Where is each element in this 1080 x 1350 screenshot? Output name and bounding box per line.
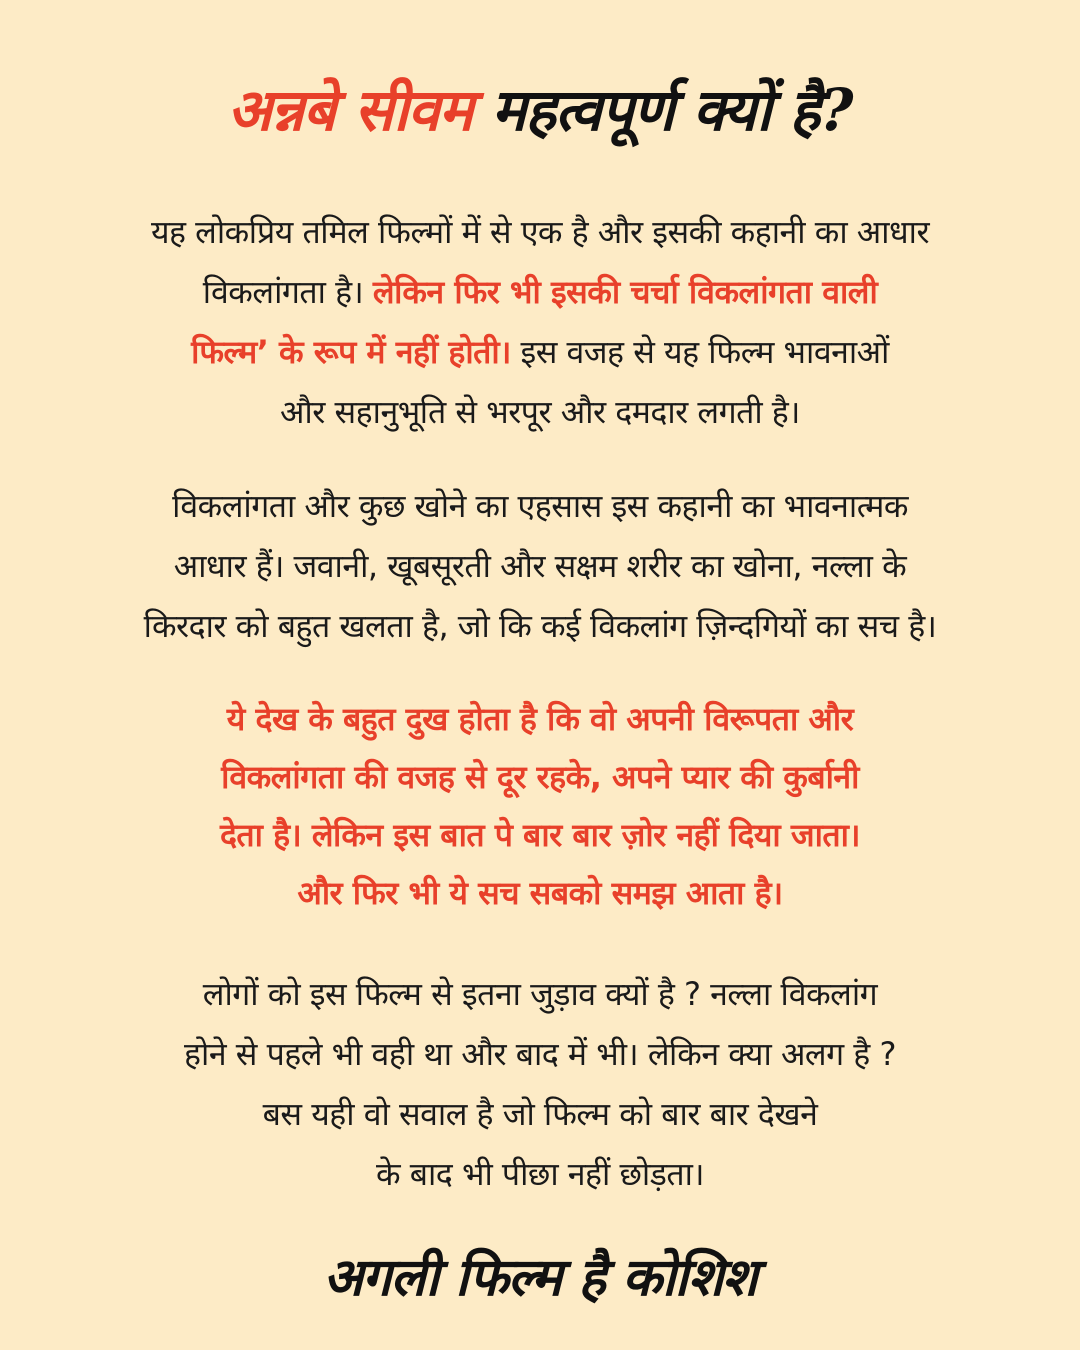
intro-line-3-highlight: फिल्म’ के रूप में नहीं होती। (191, 333, 511, 371)
disability-line-2: आधार हैं। जवानी, खूबसूरती और सक्षम शरीर का खोना, नल्ला के (173, 547, 907, 585)
page-title (60, 70, 1020, 150)
intro-line-4: और सहानुभूति से भरपूर और दमदार लगती है। (280, 393, 800, 431)
intro-line-1: यह लोकप्रिय तमिल फिल्मों में से एक है और इसकी कहानी का आधार (150, 213, 930, 251)
highlight-line-4: और फिर भी ये सच सबको समझ आता है। (297, 874, 783, 912)
question-line-3: बस यही वो सवाल है जो फिल्म को बार बार देखने (262, 1095, 818, 1133)
title-film-name: अन्नबे सीवम (227, 76, 473, 144)
question-line-2: होने से पहले भी वही था और बाद में भी। लेकिन क्या अलग है ? (184, 1035, 896, 1073)
intro-paragraph (60, 202, 1020, 442)
question-paragraph (60, 964, 1020, 1204)
highlight-line-1: ये देख के बहुत दुख होता है कि वो अपनी विरूपता और (226, 700, 854, 738)
disability-paragraph (60, 476, 1020, 656)
disability-line-3: किरदार को बहुत खलता है, जो कि कई विकलांग ज़िन्दगियों का सच है। (143, 607, 937, 645)
intro-line-2-highlight: लेकिन फिर भी इसकी चर्चा विकलांगता वाली (372, 273, 878, 311)
title-question: महत्वपूर्ण क्यों है? (491, 76, 853, 144)
intro-line-3-plain: इस वजह से यह फिल्म भावनाओं (520, 333, 889, 371)
intro-line-2-plain: विकलांगता है। (202, 273, 364, 311)
next-film-heading: अगली फिल्म है कोशिश (323, 1247, 757, 1308)
highlight-line-3: देता है। लेकिन इस बात पे बार बार ज़ोर नहीं दिया जाता। (219, 816, 861, 854)
highlight-paragraph (60, 690, 1020, 922)
question-line-4: के बाद भी पीछा नहीं छोड़ता। (376, 1155, 704, 1193)
highlight-line-2: विकलांगता की वजह से दूर रहके, अपने प्यार की कुर्बानी (221, 758, 859, 796)
intro-line-2 (60, 262, 1020, 322)
disability-line-1: विकलांगता और कुछ खोने का एहसास इस कहानी का भावनात्मक (172, 487, 908, 525)
intro-line-3 (60, 322, 1020, 382)
question-line-1: लोगों को इस फिल्म से इतना जुड़ाव क्यों है ? नल्ला विकलांग (202, 975, 878, 1013)
